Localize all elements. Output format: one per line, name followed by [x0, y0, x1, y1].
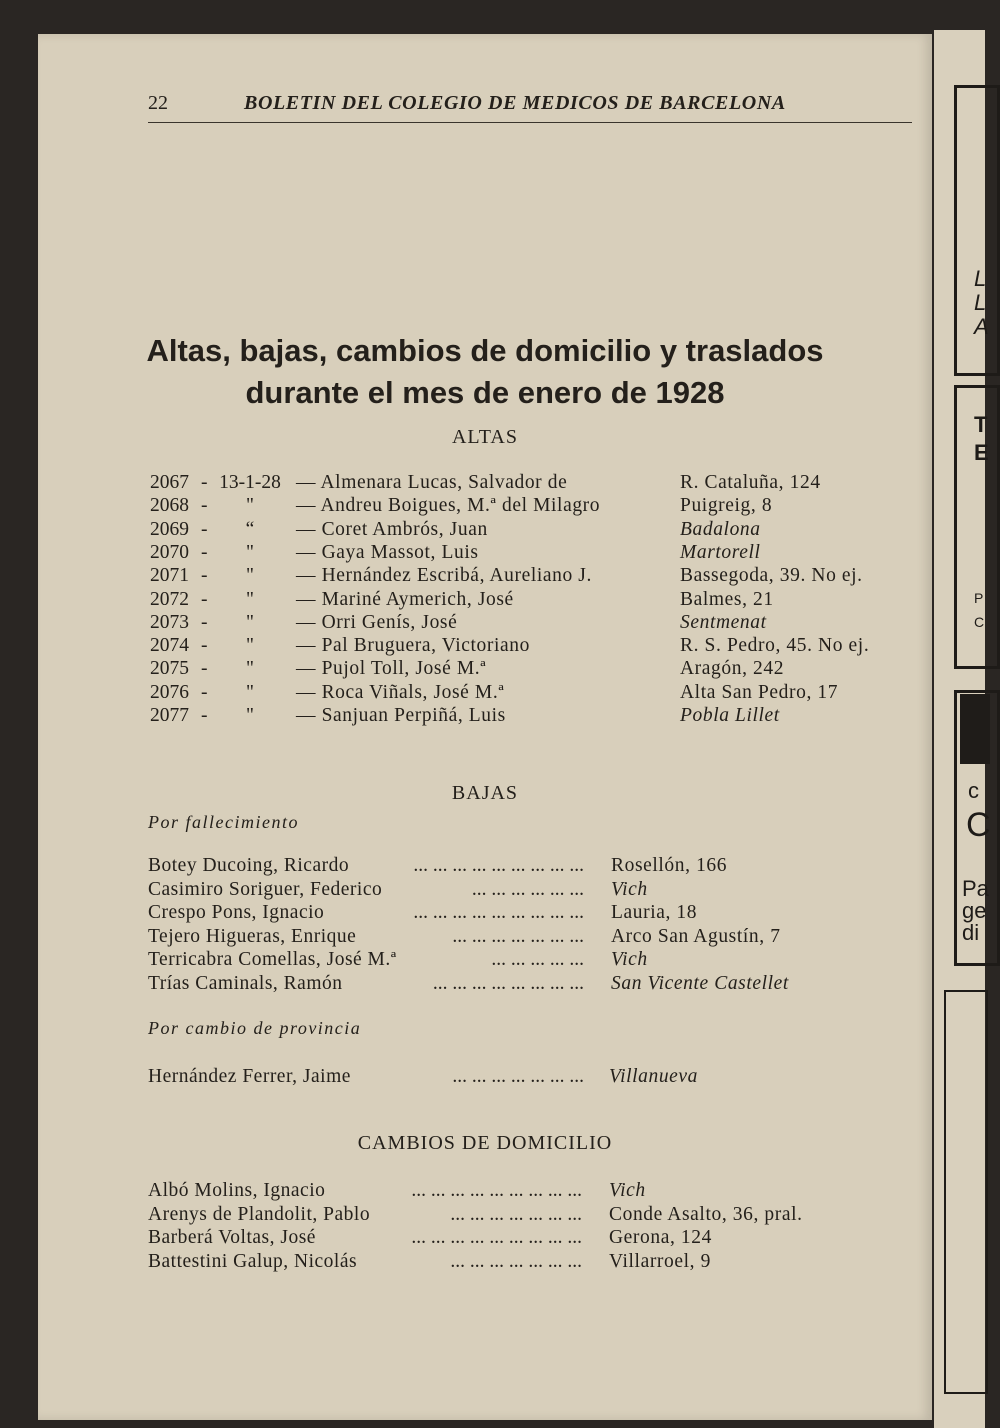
altas-row — [150, 564, 930, 587]
member-name: — Orri Genís, José — [296, 611, 458, 633]
admission-date: " — [246, 588, 254, 610]
member-address: Martorell — [680, 541, 761, 563]
person-address: Villanueva — [609, 1066, 699, 1087]
altas-row — [150, 541, 930, 564]
altas-row — [150, 518, 930, 541]
person-name: Terricabra Comellas, José M.ª — [148, 949, 397, 971]
person-name: Arenys de Plandolit, Pablo — [148, 1203, 371, 1225]
person-address: Rosellón, 166 — [611, 855, 728, 876]
member-name: — Roca Viñals, José M.ª — [296, 681, 505, 703]
provincia-row — [148, 1065, 908, 1089]
altas-row — [150, 634, 930, 657]
cambio-row — [148, 1226, 908, 1250]
member-number: 2073 — [150, 611, 189, 633]
dot-leader: ... ... ... ... ... ... ... — [450, 1203, 582, 1225]
dot-leader: ... ... ... ... ... ... ... ... ... — [411, 1227, 582, 1249]
member-name: — Gaya Massot, Luis — [296, 541, 479, 563]
person-name: Battestini Galup, Nicolás — [148, 1250, 358, 1272]
member-address: Sentmenat — [680, 611, 767, 633]
facing-page-edge — [934, 30, 991, 1428]
facing-letter: P — [974, 590, 984, 606]
fallecimiento-label: Por fallecimiento — [148, 812, 299, 832]
altas-row — [150, 681, 930, 704]
facing-letter: L — [974, 290, 987, 315]
person-address: San Vicente Castellet — [611, 973, 789, 994]
facing-letter: L — [974, 266, 987, 291]
member-name: — Sanjuan Perpiñá, Luis — [296, 705, 506, 726]
altas-row — [150, 657, 930, 680]
separator-dash: - — [201, 588, 208, 610]
member-name: — Mariné Aymerich, José — [296, 588, 514, 610]
person-name: Trías Caminals, Ramón — [148, 973, 343, 994]
member-number: 2071 — [150, 565, 189, 587]
page-title-line1: Altas, bajas, cambios de domicilio y traslados — [146, 333, 824, 368]
member-address: Alta San Pedro, 17 — [680, 681, 839, 703]
member-address: Puigreig, 8 — [680, 495, 773, 517]
member-address: Pobla Lillet — [680, 705, 780, 726]
person-address: Lauria, 18 — [611, 902, 698, 924]
person-address: Conde Asalto, 36, pral. — [609, 1203, 803, 1225]
member-address: Badalona — [680, 518, 761, 540]
running-head — [148, 92, 912, 123]
page — [38, 34, 932, 1420]
name-with-leader — [148, 948, 584, 972]
member-number: 2068 — [150, 495, 189, 517]
admission-date: " — [246, 565, 254, 587]
altas-row — [150, 494, 930, 517]
member-number: 2076 — [150, 681, 189, 703]
name-with-leader — [148, 901, 584, 925]
cambio-row — [148, 1179, 908, 1203]
person-name: Botey Ducoing, Ricardo — [148, 855, 350, 876]
facing-letter: ge — [962, 898, 987, 923]
altas-heading: ALTAS — [451, 426, 518, 448]
separator-dash: - — [201, 565, 208, 587]
dot-leader: ... ... ... ... ... ... ... ... ... — [413, 855, 584, 876]
person-address: Arco San Agustín, 7 — [611, 925, 781, 947]
fallecimiento-row — [148, 878, 908, 902]
admission-date: “ — [245, 518, 255, 540]
member-name: — Andreu Boigues, M.ª del Milagro — [296, 495, 601, 517]
altas-row — [150, 471, 930, 494]
name-with-leader — [148, 1179, 582, 1203]
facing-ad-dark-block — [960, 694, 990, 764]
dot-leader: ... ... ... ... ... ... ... — [452, 1066, 584, 1087]
separator-dash: - — [201, 658, 208, 680]
name-with-leader — [148, 1203, 582, 1227]
separator-dash: - — [201, 541, 208, 563]
name-with-leader — [148, 925, 584, 949]
separator-dash: - — [201, 518, 208, 540]
person-name: Hernández Ferrer, Jaime — [148, 1066, 351, 1087]
person-address: Gerona, 124 — [609, 1227, 712, 1249]
admission-date: " — [246, 611, 254, 633]
dot-leader: ... ... ... ... ... ... ... ... ... — [413, 902, 584, 924]
fallecimiento-row — [148, 948, 908, 972]
member-number: 2067 — [150, 472, 189, 493]
member-address: Aragón, 242 — [680, 658, 785, 680]
facing-letter: di — [962, 920, 980, 945]
member-number: 2070 — [150, 541, 189, 563]
page-number: 22 — [148, 92, 168, 114]
member-name: — Almenara Lucas, Salvador de — [296, 472, 568, 493]
member-number: 2075 — [150, 658, 189, 680]
person-name: Crespo Pons, Ignacio — [148, 902, 325, 924]
admission-date: " — [246, 658, 254, 680]
facing-letter: C — [966, 806, 991, 844]
member-number: 2077 — [150, 705, 189, 726]
member-number: 2074 — [150, 635, 189, 657]
name-with-leader — [148, 972, 584, 996]
member-name: — Hernández Escribá, Aureliano J. — [296, 565, 592, 587]
admission-date: " — [246, 705, 254, 726]
member-name: — Pujol Toll, José M.ª — [296, 658, 487, 680]
fallecimiento-row — [148, 925, 908, 949]
admission-date: " — [246, 681, 254, 703]
member-address: R. S. Pedro, 45. No ej. — [680, 635, 870, 657]
dot-leader: ... ... ... ... ... ... — [471, 878, 584, 900]
fallecimiento-row — [148, 972, 908, 996]
member-name: — Pal Bruguera, Victoriano — [296, 635, 530, 657]
dot-leader: ... ... ... ... ... ... ... — [450, 1250, 582, 1272]
dot-leader: ... ... ... ... ... ... ... ... — [432, 973, 584, 994]
separator-dash: - — [201, 495, 208, 517]
dot-leader: ... ... ... ... ... — [491, 949, 584, 971]
name-with-leader — [148, 854, 584, 878]
fallecimiento-row — [148, 854, 908, 878]
facing-letter: c — [968, 778, 979, 803]
person-address: Villarroel, 9 — [609, 1250, 711, 1272]
altas-row — [150, 704, 930, 727]
admission-date: " — [246, 635, 254, 657]
altas-row — [150, 588, 930, 611]
name-with-leader — [148, 1250, 582, 1274]
person-address: Vich — [611, 949, 648, 971]
name-with-leader — [148, 1226, 582, 1250]
bajas-heading: BAJAS — [451, 782, 519, 804]
member-number: 2072 — [150, 588, 189, 610]
dot-leader: ... ... ... ... ... ... ... — [452, 925, 584, 947]
admission-date: " — [246, 495, 254, 517]
facing-letter: Pa — [962, 876, 989, 901]
facing-ad-box — [944, 990, 988, 1394]
cambios-heading: CAMBIOS DE DOMICILIO — [357, 1132, 613, 1154]
facing-letter: C — [974, 614, 985, 630]
journal-title: BOLETIN DEL COLEGIO DE MEDICOS DE BARCELONA — [244, 92, 786, 114]
name-with-leader — [148, 878, 584, 902]
separator-dash: - — [201, 472, 208, 493]
altas-row — [150, 611, 930, 634]
facing-letter: E — [974, 440, 989, 465]
admission-date: 13-1-28 — [219, 472, 281, 493]
separator-dash: - — [201, 681, 208, 703]
facing-letter: T — [974, 412, 988, 437]
person-name: Barberá Voltas, José — [148, 1227, 316, 1249]
cambio-row — [148, 1250, 908, 1274]
person-address: Vich — [609, 1180, 646, 1201]
separator-dash: - — [201, 611, 208, 633]
name-with-leader — [148, 1065, 584, 1089]
dot-leader: ... ... ... ... ... ... ... ... ... — [411, 1180, 582, 1201]
fallecimiento-row — [148, 901, 908, 925]
person-address: Vich — [611, 878, 648, 900]
facing-letter: A — [974, 314, 989, 339]
member-address: R. Cataluña, 124 — [680, 472, 821, 493]
separator-dash: - — [201, 635, 208, 657]
cambio-provincia-label: Por cambio de provincia — [148, 1018, 362, 1038]
cambio-row — [148, 1203, 908, 1227]
member-name: — Coret Ambrós, Juan — [296, 518, 488, 540]
member-address: Bassegoda, 39. No ej. — [680, 565, 863, 587]
separator-dash: - — [201, 705, 208, 726]
member-address: Balmes, 21 — [680, 588, 774, 610]
page-title-line2: durante el mes de enero de 1928 — [245, 375, 725, 410]
person-name: Casimiro Soriguer, Federico — [148, 878, 383, 900]
person-name: Albó Molins, Ignacio — [148, 1180, 326, 1201]
member-number: 2069 — [150, 518, 189, 540]
admission-date: " — [246, 541, 254, 563]
person-name: Tejero Higueras, Enrique — [148, 925, 357, 947]
